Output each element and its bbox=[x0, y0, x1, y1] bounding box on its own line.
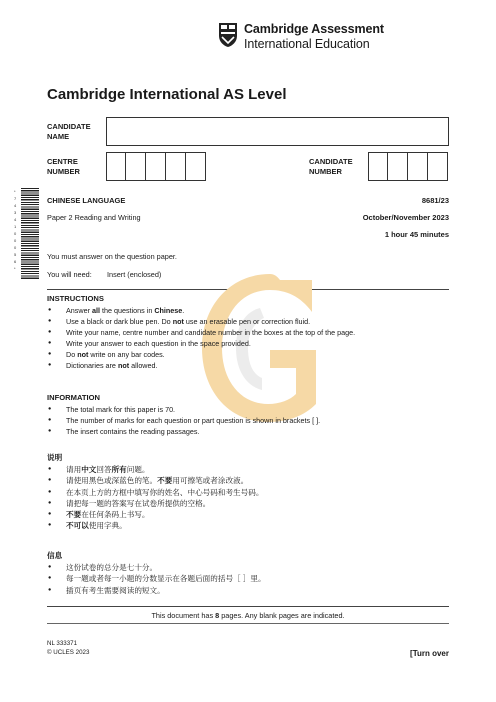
shuoming-item bbox=[47, 475, 263, 486]
candidate-number-digit-box[interactable] bbox=[388, 152, 408, 181]
page-count-prefix: This document has bbox=[151, 611, 216, 620]
barcode-digit: 0 bbox=[14, 238, 17, 243]
list-text: Do bbox=[66, 350, 78, 359]
candidate-name-field[interactable] bbox=[106, 117, 449, 146]
barcode-digit: 7 bbox=[14, 196, 17, 201]
barcode-digit: 1 bbox=[14, 224, 17, 229]
candidate-name-label-line-1: CANDIDATE bbox=[47, 122, 91, 131]
xinxi-heading: 信息 bbox=[47, 551, 63, 560]
answer-instruction: You must answer on the question paper. bbox=[47, 252, 177, 261]
barcode-digit: 5 bbox=[14, 252, 17, 257]
list-text: 请把每一题的答案写在试卷所提供的空格。 bbox=[66, 498, 211, 508]
paper-code: 8681/23 bbox=[421, 196, 449, 205]
logo-line-1: Cambridge Assessment bbox=[244, 22, 384, 36]
candidate-name-label-line-2: NAME bbox=[47, 132, 70, 141]
cambridge-shield-icon bbox=[218, 22, 238, 48]
list-text: 问题。 bbox=[126, 465, 150, 474]
shuoming-item bbox=[47, 498, 263, 509]
centre-number-digit-box[interactable] bbox=[106, 152, 126, 181]
barcode-digit: 0 bbox=[14, 231, 17, 236]
shuoming-item bbox=[47, 520, 263, 531]
page-title: Cambridge International AS Level bbox=[47, 86, 287, 103]
emphasis-text: all bbox=[91, 306, 100, 315]
you-will-need-label: You will need: bbox=[47, 270, 92, 279]
instruction-item bbox=[47, 316, 355, 327]
centre-number-label-line-2: NUMBER bbox=[47, 167, 80, 176]
information-item: ● The insert contains the reading passages. bbox=[47, 426, 320, 437]
xinxi-item: ● 这份试卷的总分是七十分。 bbox=[47, 562, 266, 573]
emphasis-text: Chinese bbox=[154, 306, 183, 315]
emphasis-text: 不要 bbox=[66, 510, 82, 520]
instruction-item bbox=[47, 327, 355, 338]
information-item: ● The number of marks for each question or part question is shown in brackets [ ]. bbox=[47, 415, 320, 426]
list-text: 回答 bbox=[96, 465, 112, 474]
list-text: 在任何条码上书写。 bbox=[81, 510, 150, 520]
barcode-digit: 0 bbox=[14, 245, 17, 250]
shuoming-item bbox=[47, 464, 263, 475]
page-count-note bbox=[0, 611, 496, 620]
list-text: Write your answer to each question in the space provided. bbox=[66, 339, 251, 348]
barcode-digit: 4 bbox=[14, 203, 17, 208]
barcode-digit: 4 bbox=[14, 217, 17, 222]
instructions-heading: INSTRUCTIONS bbox=[47, 294, 104, 303]
divider bbox=[47, 606, 449, 607]
barcode-digit: * bbox=[14, 266, 16, 271]
information-list bbox=[47, 404, 320, 437]
instruction-item bbox=[47, 305, 355, 316]
centre-number-boxes bbox=[106, 152, 206, 181]
instruction-item bbox=[47, 360, 355, 371]
list-text: 在本页上方的方框中填写你的姓名、中心号码和考生号码。 bbox=[66, 487, 264, 497]
candidate-number-digit-box[interactable] bbox=[428, 152, 448, 181]
centre-number-digit-box[interactable] bbox=[146, 152, 166, 181]
emphasis-text: 中文 bbox=[81, 465, 97, 474]
list-text: use an erasable pen or correction fluid. bbox=[183, 317, 311, 326]
exam-duration: 1 hour 45 minutes bbox=[384, 230, 449, 239]
candidate-number-label bbox=[309, 157, 353, 177]
emphasis-text: 不可以 bbox=[66, 521, 89, 531]
list-text: Use a black or dark blue pen. Do bbox=[66, 317, 173, 326]
barcode-digit: 3 bbox=[14, 210, 17, 215]
paper-name: Paper 2 Reading and Writing bbox=[47, 213, 141, 222]
instruction-item bbox=[47, 349, 355, 360]
instructions-list bbox=[47, 305, 355, 371]
barcode-icon bbox=[21, 188, 39, 280]
barcode-digits bbox=[14, 188, 20, 272]
list-text: 用可擦笔或者涂改液。 bbox=[172, 476, 249, 486]
information-heading: INFORMATION bbox=[47, 393, 101, 402]
information-item: ● The total mark for this paper is 70. bbox=[47, 404, 320, 415]
list-text: allowed. bbox=[129, 361, 158, 370]
emphasis-text: not bbox=[117, 361, 130, 370]
divider bbox=[47, 623, 449, 624]
candidate-number-digit-box[interactable] bbox=[408, 152, 428, 181]
list-text: the questions in bbox=[99, 306, 155, 315]
list-text: . bbox=[182, 306, 185, 315]
list-text: write on any bar codes. bbox=[88, 350, 165, 359]
page-count: 8 bbox=[215, 611, 220, 620]
instruction-item bbox=[47, 338, 355, 349]
candidate-number-label-line-2: NUMBER bbox=[309, 167, 342, 176]
cambridge-logo bbox=[218, 22, 458, 52]
emphasis-text: not bbox=[77, 350, 89, 359]
exam-session: October/November 2023 bbox=[362, 213, 449, 222]
logo-line-2: International Education bbox=[244, 37, 370, 51]
copyright: © UCLES 2023 bbox=[47, 649, 90, 656]
xinxi-item: ● 插页有考生需要阅读的短文。 bbox=[47, 585, 266, 596]
document-reference: NL 333371 bbox=[47, 640, 78, 647]
turn-over-label: [Turn over bbox=[410, 649, 449, 658]
shuoming-item bbox=[47, 487, 263, 498]
candidate-number-digit-box[interactable] bbox=[368, 152, 388, 181]
shuoming-heading: 说明 bbox=[47, 453, 63, 462]
centre-number-label-line-1: CENTRE bbox=[47, 157, 78, 166]
emphasis-text: 所有 bbox=[111, 465, 127, 474]
list-text: Write your name, centre number and candidate number in the boxes at the top of the page. bbox=[66, 328, 356, 337]
candidate-number-label-line-1: CANDIDATE bbox=[309, 157, 353, 166]
candidate-number-boxes bbox=[368, 152, 448, 181]
candidate-name-label bbox=[47, 122, 91, 142]
barcode-digit: * bbox=[14, 189, 16, 194]
list-text: Dictionaries are bbox=[66, 361, 118, 370]
xinxi-list bbox=[47, 562, 266, 596]
list-text: Answer bbox=[66, 306, 92, 315]
page-count-suffix: pages. Any blank pages are indicated. bbox=[219, 611, 345, 620]
emphasis-text: 不要 bbox=[157, 476, 173, 486]
you-will-need-value: Insert (enclosed) bbox=[107, 270, 162, 279]
xinxi-item: ● 每一题或者每一小题的分数显示在各题后面的括号［ ］里。 bbox=[47, 573, 266, 584]
centre-number-label bbox=[47, 157, 80, 177]
centre-number-digit-box[interactable] bbox=[166, 152, 186, 181]
centre-number-digit-box[interactable] bbox=[126, 152, 146, 181]
list-text: 请用 bbox=[66, 465, 82, 474]
centre-number-digit-box[interactable] bbox=[186, 152, 206, 181]
emphasis-text: not bbox=[172, 317, 184, 326]
shuoming-list bbox=[47, 464, 263, 532]
list-text: 请使用黑色或深蓝色的笔。 bbox=[66, 476, 158, 486]
shuoming-item bbox=[47, 509, 263, 520]
barcode-digit: 6 bbox=[14, 259, 17, 264]
list-text: 使用字典。 bbox=[88, 521, 127, 531]
subject-name: CHINESE LANGUAGE bbox=[47, 196, 126, 205]
